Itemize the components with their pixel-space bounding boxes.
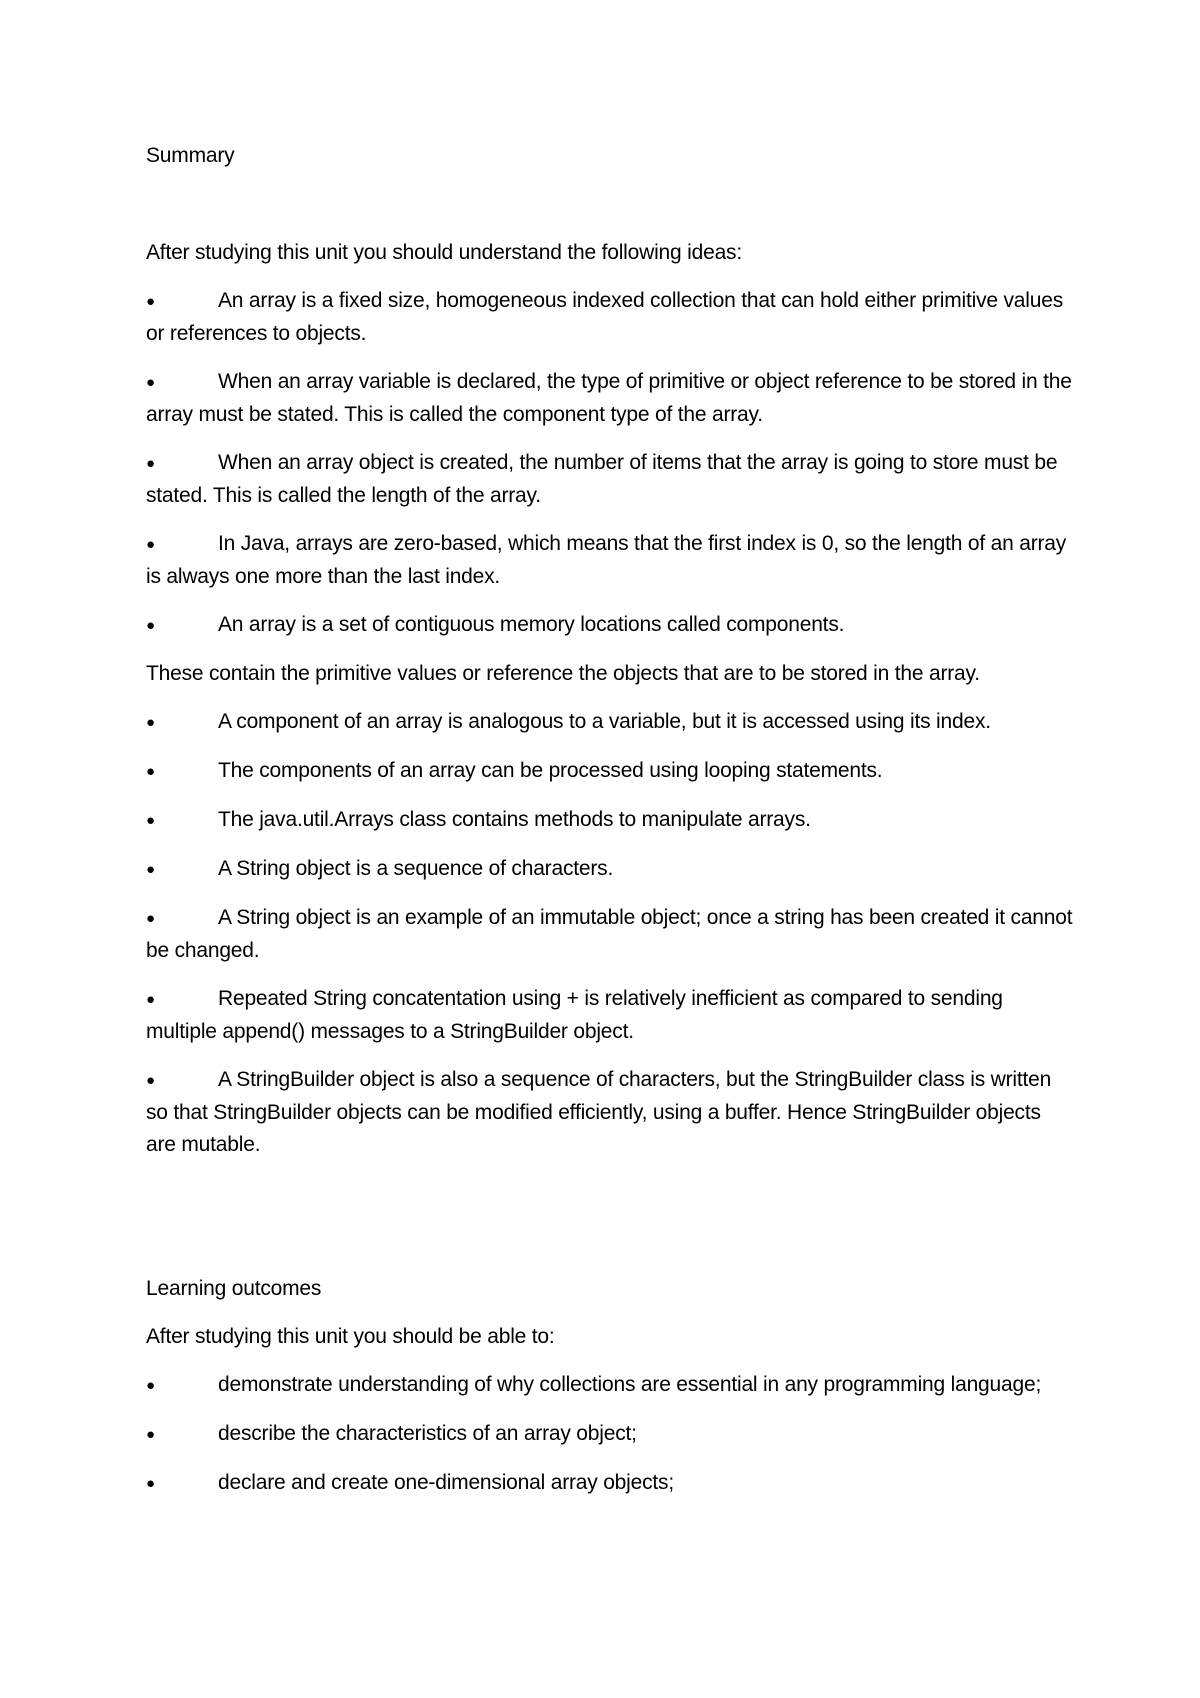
summary-item xyxy=(146,447,1076,512)
bullet-icon: ● xyxy=(146,455,155,472)
summary-item xyxy=(146,706,1076,739)
document-body xyxy=(146,140,1076,1516)
bullet-icon: ● xyxy=(146,763,155,780)
summary-item-text: A StringBuilder object is also a sequence of characters, but the StringBuilder class is written so that StringBuilder objects can be modified efficiently, using a buffer. Hence StringBuilder objects are mutable. xyxy=(146,1068,1052,1156)
outcomes-intro: After studying this unit you should be able to: xyxy=(146,1325,555,1348)
bullet-icon: ● xyxy=(146,293,155,310)
summary-item xyxy=(146,366,1076,431)
summary-item xyxy=(146,1064,1076,1161)
outcomes-heading: Learning outcomes xyxy=(146,1277,322,1300)
bullet-icon: ● xyxy=(146,861,155,878)
summary-item-text: A String object is a sequence of characters. xyxy=(218,857,614,880)
summary-item-text: An array is a set of contiguous memory locations called components. xyxy=(218,613,845,636)
summary-item-text: An array is a fixed size, homogeneous indexed collection that can hold either primitive values or references to objects. xyxy=(146,289,1064,345)
summary-item-text: Repeated String concatentation using + is relatively inefficient as compared to sending multiple append() messages to a StringBuilder object. xyxy=(146,987,1003,1043)
bullet-icon: ● xyxy=(146,714,155,731)
summary-item-text: The java.util.Arrays class contains methods to manipulate arrays. xyxy=(218,808,811,831)
outcomes-item xyxy=(146,1369,1076,1402)
bullet-icon: ● xyxy=(146,617,155,634)
summary-item xyxy=(146,609,1076,642)
summary-item-text: When an array variable is declared, the type of primitive or object reference to be stored in the array must be stated. This is called the component type of the array. xyxy=(146,370,1072,426)
outcomes-item-text: declare and create one-dimensional array objects; xyxy=(218,1471,674,1494)
summary-item xyxy=(146,853,1076,886)
summary-item-text: A String object is an example of an immutable object; once a string has been created it cannot be changed. xyxy=(146,906,1073,962)
summary-plain-line: These contain the primitive values or reference the objects that are to be stored in the array. xyxy=(146,662,980,685)
bullet-icon: ● xyxy=(146,1072,155,1089)
outcomes-item-text: demonstrate understanding of why collections are essential in any programming language; xyxy=(218,1373,1042,1396)
summary-item xyxy=(146,755,1076,788)
bullet-icon: ● xyxy=(146,910,155,927)
outcomes-item xyxy=(146,1418,1076,1451)
bullet-icon: ● xyxy=(146,1475,155,1492)
bullet-icon: ● xyxy=(146,1377,155,1394)
summary-intro: After studying this unit you should understand the following ideas: xyxy=(146,241,742,264)
summary-item-text: When an array object is created, the number of items that the array is going to store must be stated. This is called the length of the array. xyxy=(146,451,1058,507)
bullet-icon: ● xyxy=(146,1426,155,1443)
outcomes-item-text: describe the characteristics of an array object; xyxy=(218,1422,637,1445)
summary-item xyxy=(146,285,1076,350)
summary-item xyxy=(146,528,1076,593)
summary-item-text: The components of an array can be processed using looping statements. xyxy=(218,759,883,782)
summary-item xyxy=(146,902,1076,967)
section-spacer xyxy=(146,1177,1076,1273)
bullet-icon: ● xyxy=(146,991,155,1008)
bullet-icon: ● xyxy=(146,536,155,553)
summary-item-text: In Java, arrays are zero-based, which means that the first index is 0, so the length of an array is always one more than the last index. xyxy=(146,532,1067,588)
bullet-icon: ● xyxy=(146,812,155,829)
summary-item xyxy=(146,804,1076,837)
bullet-icon: ● xyxy=(146,374,155,391)
outcomes-item xyxy=(146,1467,1076,1500)
summary-item-text: A component of an array is analogous to a variable, but it is accessed using its index. xyxy=(218,710,991,733)
summary-item xyxy=(146,983,1076,1048)
summary-heading: Summary xyxy=(146,144,235,167)
